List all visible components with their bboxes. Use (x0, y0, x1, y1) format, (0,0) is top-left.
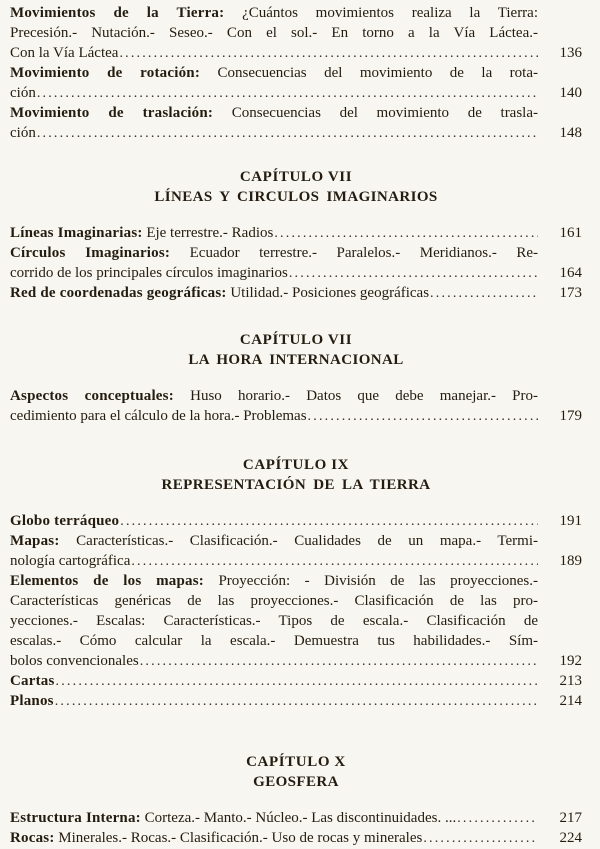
toc-section (10, 330, 582, 426)
toc-line-text: Características.- Clasificación.- Cualidades de un mapa.- Termi- (76, 533, 538, 549)
dot-leader (423, 828, 538, 849)
toc-line-text: corrido de los principales círculos imaginarios (10, 265, 288, 281)
page-number: 140 (559, 85, 582, 101)
toc-section (10, 752, 582, 848)
toc-section (10, 3, 582, 143)
page-number: 189 (559, 553, 582, 569)
dot-leader (430, 283, 538, 304)
chapter-title: GEOSFERA (253, 774, 339, 790)
toc-entry-title: Cartas (10, 673, 55, 689)
toc-line (10, 283, 582, 303)
toc-entry-title: Planos (10, 693, 54, 709)
toc-line-text: Consecuencias del movimiento de la rota- (217, 65, 538, 81)
chapter-heading (10, 455, 582, 495)
toc-entry-title: Mapas: (10, 533, 60, 549)
toc-line (10, 551, 582, 571)
toc-line (10, 571, 538, 591)
chapter-number: CAPÍTULO IX (242, 457, 350, 473)
toc-entry-title: Movimientos de la Tierra: (10, 5, 225, 21)
toc-line (10, 406, 582, 426)
toc-line (10, 386, 538, 406)
page-number: 164 (559, 265, 582, 281)
chapter-number: CAPÍTULO VII (239, 169, 353, 185)
toc-line (10, 43, 582, 63)
toc-entry (10, 571, 582, 671)
toc-line-text: Huso horario.- Datos que debe manejar.- Pro- (190, 388, 538, 404)
toc-line (10, 828, 582, 848)
toc-line (10, 23, 538, 43)
toc-line (10, 631, 538, 651)
dot-leader (55, 691, 538, 712)
toc-entry-title: Movimiento de rotación: (10, 65, 201, 81)
toc-line (10, 263, 582, 283)
toc-entry (10, 103, 582, 143)
toc-entry (10, 828, 582, 848)
toc-entry (10, 243, 582, 283)
chapter-heading (10, 167, 582, 207)
chapter-title: LÍNEAS Y CIRCULOS IMAGINARIOS (154, 189, 438, 205)
dot-leader (120, 511, 538, 532)
dot-leader (119, 43, 538, 64)
toc-entry (10, 531, 582, 571)
toc-line (10, 83, 582, 103)
dot-leader (37, 83, 538, 104)
chapter-number: CAPÍTULO X (246, 754, 346, 770)
toc-entry (10, 671, 582, 691)
dot-leader (131, 551, 538, 572)
toc-entry-title: Movimiento de traslación: (10, 105, 214, 121)
dot-leader (37, 123, 538, 144)
toc-line (10, 63, 538, 83)
toc-entry (10, 283, 582, 303)
dot-leader (274, 223, 538, 244)
toc-line (10, 3, 538, 23)
chapter-title: REPRESENTACIÓN DE LA TIERRA (161, 477, 431, 493)
dot-leader (140, 651, 538, 672)
page-number: 191 (559, 513, 582, 529)
toc-entry-title: Rocas: (10, 830, 55, 846)
toc-entry (10, 3, 582, 63)
toc-entry (10, 691, 582, 711)
toc-entry-title: Estructura Interna: (10, 810, 141, 826)
toc-line-text: Corteza.- Manto.- Núcleo.- Las discontinuidades. ... (144, 810, 457, 826)
toc-line (10, 511, 582, 531)
toc-entry-title: Círculos Imaginarios: (10, 245, 171, 261)
toc-line (10, 651, 582, 671)
toc-line (10, 611, 538, 631)
page-number: 192 (559, 653, 582, 669)
toc-line-text: Utilidad.- Posiciones geográficas (230, 285, 430, 301)
chapter-number: CAPÍTULO VII (239, 332, 353, 348)
dot-leader (457, 808, 538, 829)
toc-line-text: ción (10, 125, 36, 141)
toc-line (10, 671, 582, 691)
toc-entry (10, 808, 582, 828)
toc-line (10, 243, 538, 263)
toc-line-text: ción (10, 85, 36, 101)
toc-entry-title: Globo terráqueo (10, 513, 120, 529)
toc-entry-title: Elementos de los mapas: (10, 573, 204, 589)
toc-line (10, 123, 582, 143)
toc-entry (10, 223, 582, 243)
toc-line-text: Eje terrestre.- Radios (146, 225, 274, 241)
toc-section (10, 455, 582, 711)
page-number: 173 (559, 285, 582, 301)
toc-line-text: nología cartográfica (10, 553, 131, 569)
toc-line-text: ¿Cuántos movimientos realiza la Tierra: (242, 5, 538, 21)
toc-line-text: Minerales.- Rocas.- Clasificación.- Uso de rocas y minerales (58, 830, 423, 846)
toc-line-text: Ecuador terrestre.- Paralelos.- Meridianos.- Re- (189, 245, 538, 261)
toc-line-text: bolos convencionales (10, 653, 139, 669)
toc-line (10, 591, 538, 611)
toc-line-text: escalas.- Cómo calcular la escala.- Demuestra tus habilidades.- Sím- (10, 633, 538, 649)
toc-line-text: cedimiento para el cálculo de la hora.- Problemas (10, 408, 307, 424)
toc-line-text: Precesión.- Nutación.- Seseo.- Con el sol.- En torno a la Vía Láctea.- (10, 25, 538, 41)
dot-leader (308, 406, 538, 427)
toc-line-text: Consecuencias del movimiento de trasla- (231, 105, 538, 121)
page-number: 148 (559, 125, 582, 141)
toc-line (10, 531, 538, 551)
toc-line (10, 691, 582, 711)
page-number: 136 (559, 45, 582, 61)
toc-entry-title: Líneas Imaginarias: (10, 225, 143, 241)
page-number: 214 (559, 693, 582, 709)
chapter-title: LA HORA INTERNACIONAL (188, 352, 404, 368)
toc-section (10, 167, 582, 303)
toc-line (10, 103, 538, 123)
toc-line (10, 808, 582, 828)
page-number: 224 (559, 830, 582, 846)
toc-entry (10, 386, 582, 426)
toc-line-text: yecciones.- Escalas: Características.- Tipos de escala.- Clasificación de (10, 613, 538, 629)
toc-line (10, 223, 582, 243)
toc-entry (10, 63, 582, 103)
toc-entry-title: Red de coordenadas geográficas: (10, 285, 227, 301)
toc-line-text: Con la Vía Láctea (10, 45, 119, 61)
chapter-heading (10, 330, 582, 370)
chapter-heading (10, 752, 582, 792)
toc-line-text: Proyección: - División de las proyecciones.- (218, 573, 538, 589)
page-number: 213 (559, 673, 582, 689)
dot-leader (289, 263, 538, 284)
page-number: 161 (559, 225, 582, 241)
page-number: 217 (559, 810, 582, 826)
page-number: 179 (559, 408, 582, 424)
toc-line-text: Características genéricas de las proyecciones.- Clasificación de las pro- (10, 593, 538, 609)
toc-entry-title: Aspectos conceptuales: (10, 388, 174, 404)
dot-leader (56, 671, 538, 692)
toc-entry (10, 511, 582, 531)
